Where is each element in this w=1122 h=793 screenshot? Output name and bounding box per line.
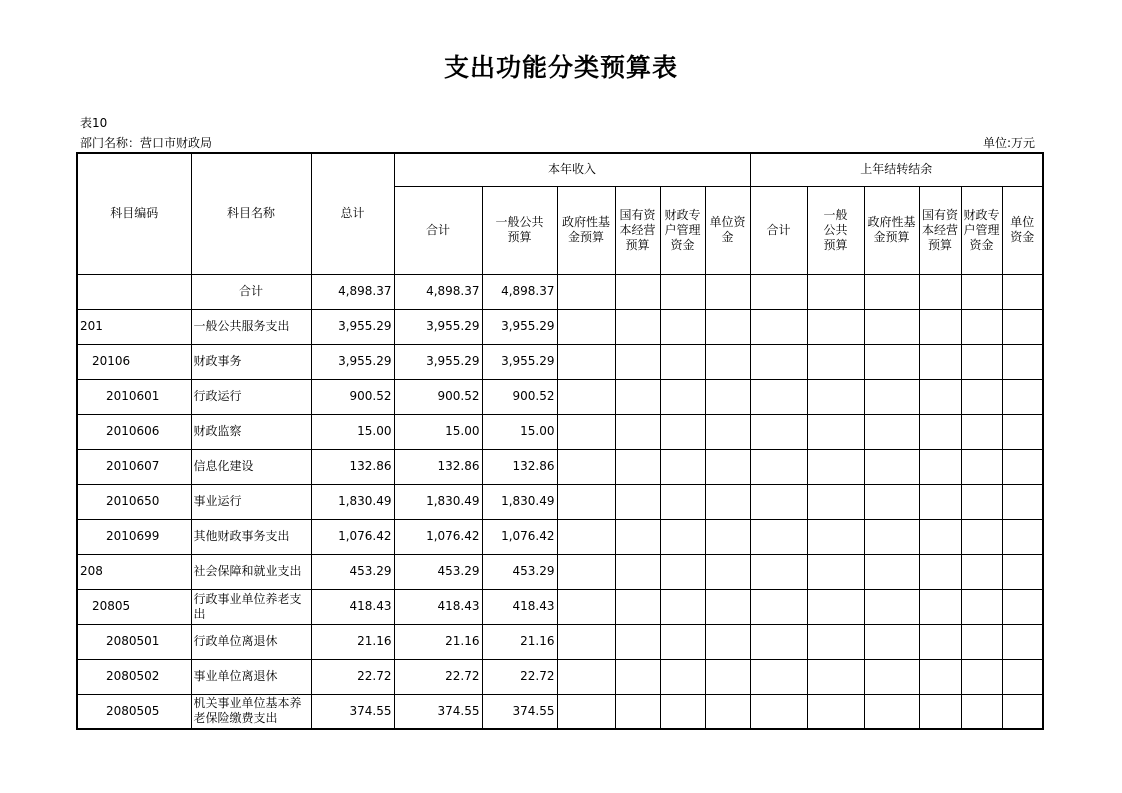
cell-py-special [961, 484, 1002, 519]
cell-py-stateown [919, 519, 961, 554]
cell-py-special [961, 624, 1002, 659]
cell-cy-govfund [557, 449, 615, 484]
cell-cy-general: 900.52 [482, 379, 557, 414]
cell-name: 社会保障和就业支出 [191, 554, 311, 589]
cell-cy-general: 3,955.29 [482, 344, 557, 379]
cell-cy-stateown [615, 554, 660, 589]
cell-py-stateown [919, 309, 961, 344]
cell-py-govfund [864, 449, 919, 484]
cell-name: 其他财政事务支出 [191, 519, 311, 554]
cell-cy-sum: 1,830.49 [394, 484, 482, 519]
cell-cy-govfund [557, 659, 615, 694]
cell-name: 一般公共服务支出 [191, 309, 311, 344]
cell-total: 21.16 [311, 624, 394, 659]
cell-py-general [807, 519, 864, 554]
cell-py-stateown [919, 414, 961, 449]
cell-cy-unit [705, 554, 750, 589]
cell-py-sum [750, 589, 807, 624]
cell-py-unit [1002, 554, 1043, 589]
cell-name: 行政单位离退休 [191, 624, 311, 659]
cell-cy-stateown [615, 519, 660, 554]
cell-py-sum [750, 694, 807, 729]
cell-py-stateown [919, 589, 961, 624]
header-cy-special: 财政专户管理资金 [660, 186, 705, 274]
cell-py-stateown [919, 449, 961, 484]
cell-cy-general: 374.55 [482, 694, 557, 729]
unit-label: 单位:万元 [983, 136, 1036, 150]
header-py-unit: 单位资金 [1002, 186, 1043, 274]
cell-cy-stateown [615, 694, 660, 729]
cell-cy-stateown [615, 309, 660, 344]
cell-total: 1,830.49 [311, 484, 394, 519]
cell-py-general [807, 379, 864, 414]
cell-py-special [961, 379, 1002, 414]
cell-py-special [961, 449, 1002, 484]
cell-py-govfund [864, 309, 919, 344]
header-name: 科目名称 [191, 153, 311, 274]
header-py-special: 财政专户管理资金 [961, 186, 1002, 274]
cell-cy-special [660, 624, 705, 659]
cell-py-unit [1002, 624, 1043, 659]
cell-cy-unit [705, 414, 750, 449]
cell-py-general [807, 414, 864, 449]
table-row [77, 309, 1043, 344]
cell-cy-sum: 418.43 [394, 589, 482, 624]
cell-cy-sum: 453.29 [394, 554, 482, 589]
cell-name: 事业运行 [191, 484, 311, 519]
cell-cy-unit [705, 379, 750, 414]
cell-py-govfund [864, 414, 919, 449]
cell-cy-unit [705, 659, 750, 694]
table-row [77, 694, 1043, 729]
cell-cy-govfund [557, 694, 615, 729]
cell-py-special [961, 589, 1002, 624]
table-number: 表10 [80, 116, 108, 130]
table-row [77, 589, 1043, 624]
cell-py-govfund [864, 589, 919, 624]
table-row [77, 274, 1043, 309]
cell-py-general [807, 624, 864, 659]
cell-code: 2010607 [77, 449, 191, 484]
cell-total: 132.86 [311, 449, 394, 484]
cell-py-govfund [864, 659, 919, 694]
cell-py-general [807, 344, 864, 379]
cell-name: 财政事务 [191, 344, 311, 379]
cell-cy-stateown [615, 659, 660, 694]
header-code: 科目编码 [77, 153, 191, 274]
cell-py-sum [750, 449, 807, 484]
cell-py-govfund [864, 344, 919, 379]
cell-name: 行政事业单位养老支出 [191, 589, 311, 624]
cell-total: 418.43 [311, 589, 394, 624]
cell-cy-govfund [557, 484, 615, 519]
cell-cy-unit [705, 624, 750, 659]
header-py-govfund: 政府性基金预算 [864, 186, 919, 274]
cell-cy-sum: 22.72 [394, 659, 482, 694]
cell-total: 15.00 [311, 414, 394, 449]
cell-total: 453.29 [311, 554, 394, 589]
cell-py-unit [1002, 659, 1043, 694]
cell-py-sum [750, 274, 807, 309]
cell-py-general [807, 554, 864, 589]
cell-py-stateown [919, 694, 961, 729]
cell-py-sum [750, 519, 807, 554]
cell-cy-sum: 1,076.42 [394, 519, 482, 554]
cell-total: 900.52 [311, 379, 394, 414]
cell-py-govfund [864, 274, 919, 309]
table-row [77, 554, 1043, 589]
cell-cy-unit [705, 694, 750, 729]
cell-cy-special [660, 554, 705, 589]
cell-py-sum [750, 624, 807, 659]
table-row [77, 624, 1043, 659]
cell-cy-general: 453.29 [482, 554, 557, 589]
cell-py-unit [1002, 414, 1043, 449]
cell-py-sum [750, 554, 807, 589]
header-py-stateown: 国有资本经营预算 [919, 186, 961, 274]
cell-total: 3,955.29 [311, 344, 394, 379]
cell-cy-special [660, 519, 705, 554]
cell-total: 374.55 [311, 694, 394, 729]
cell-cy-sum: 3,955.29 [394, 344, 482, 379]
cell-py-stateown [919, 554, 961, 589]
cell-py-stateown [919, 624, 961, 659]
cell-py-sum [750, 659, 807, 694]
cell-py-govfund [864, 694, 919, 729]
cell-py-unit [1002, 449, 1043, 484]
cell-cy-sum: 3,955.29 [394, 309, 482, 344]
cell-py-unit [1002, 694, 1043, 729]
table-row [77, 519, 1043, 554]
cell-code: 2080501 [77, 624, 191, 659]
cell-py-sum [750, 484, 807, 519]
cell-cy-stateown [615, 624, 660, 659]
header-py-sum: 合计 [750, 186, 807, 274]
cell-cy-unit [705, 449, 750, 484]
cell-code: 2010601 [77, 379, 191, 414]
cell-py-stateown [919, 484, 961, 519]
cell-name: 机关事业单位基本养老保险缴费支出 [191, 694, 311, 729]
cell-py-special [961, 694, 1002, 729]
cell-cy-special [660, 659, 705, 694]
cell-code: 2080505 [77, 694, 191, 729]
cell-py-general [807, 449, 864, 484]
header-cy-unit: 单位资金 [705, 186, 750, 274]
cell-cy-general: 1,076.42 [482, 519, 557, 554]
cell-cy-general: 1,830.49 [482, 484, 557, 519]
header-py-general [807, 186, 864, 274]
header-py-general-text: 一般公共预算 [823, 207, 848, 252]
cell-code: 20805 [77, 589, 191, 624]
cell-cy-special [660, 344, 705, 379]
cell-py-general [807, 309, 864, 344]
cell-cy-general: 3,955.29 [482, 309, 557, 344]
cell-py-special [961, 344, 1002, 379]
cell-py-unit [1002, 344, 1043, 379]
cell-name: 合计 [191, 274, 311, 309]
cell-cy-special [660, 694, 705, 729]
cell-cy-unit [705, 344, 750, 379]
cell-code: 20106 [77, 344, 191, 379]
cell-py-unit [1002, 379, 1043, 414]
table-row [77, 414, 1043, 449]
budget-table [76, 152, 1044, 730]
cell-total: 4,898.37 [311, 274, 394, 309]
cell-py-general [807, 659, 864, 694]
cell-cy-special [660, 449, 705, 484]
cell-py-unit [1002, 589, 1043, 624]
cell-cy-sum: 132.86 [394, 449, 482, 484]
cell-cy-govfund [557, 624, 615, 659]
cell-cy-special [660, 274, 705, 309]
table-row [77, 484, 1043, 519]
cell-cy-sum: 15.00 [394, 414, 482, 449]
cell-cy-general: 418.43 [482, 589, 557, 624]
cell-py-unit [1002, 519, 1043, 554]
cell-cy-sum: 900.52 [394, 379, 482, 414]
cell-py-special [961, 519, 1002, 554]
cell-total: 1,076.42 [311, 519, 394, 554]
cell-code: 2010650 [77, 484, 191, 519]
cell-code: 2010699 [77, 519, 191, 554]
cell-code: 2010606 [77, 414, 191, 449]
table-row [77, 344, 1043, 379]
header-current-year-income: 本年收入 [394, 153, 750, 186]
cell-cy-special [660, 484, 705, 519]
cell-py-general [807, 589, 864, 624]
table-row [77, 379, 1043, 414]
cell-cy-govfund [557, 589, 615, 624]
cell-py-govfund [864, 379, 919, 414]
cell-code: 2080502 [77, 659, 191, 694]
cell-cy-general: 132.86 [482, 449, 557, 484]
cell-py-govfund [864, 484, 919, 519]
header-prev-year-carryover: 上年结转结余 [750, 153, 1043, 186]
table-row [77, 659, 1043, 694]
cell-cy-special [660, 379, 705, 414]
header-cy-sum: 合计 [394, 186, 482, 274]
cell-py-general [807, 274, 864, 309]
cell-code: 208 [77, 554, 191, 589]
cell-py-sum [750, 379, 807, 414]
header-total: 总计 [311, 153, 394, 274]
cell-py-stateown [919, 274, 961, 309]
cell-code [77, 274, 191, 309]
cell-py-sum [750, 309, 807, 344]
cell-cy-sum: 374.55 [394, 694, 482, 729]
cell-cy-sum: 21.16 [394, 624, 482, 659]
cell-cy-govfund [557, 379, 615, 414]
cell-name: 财政监察 [191, 414, 311, 449]
cell-name: 行政运行 [191, 379, 311, 414]
cell-cy-special [660, 414, 705, 449]
cell-cy-stateown [615, 589, 660, 624]
table-row [77, 449, 1043, 484]
cell-py-govfund [864, 519, 919, 554]
cell-cy-govfund [557, 519, 615, 554]
cell-cy-govfund [557, 414, 615, 449]
cell-py-unit [1002, 309, 1043, 344]
cell-cy-stateown [615, 449, 660, 484]
cell-cy-stateown [615, 344, 660, 379]
cell-py-stateown [919, 659, 961, 694]
cell-py-unit [1002, 274, 1043, 309]
cell-code: 201 [77, 309, 191, 344]
cell-cy-special [660, 589, 705, 624]
cell-cy-special [660, 309, 705, 344]
cell-py-general [807, 484, 864, 519]
cell-py-govfund [864, 624, 919, 659]
cell-py-special [961, 274, 1002, 309]
cell-py-special [961, 554, 1002, 589]
cell-cy-govfund [557, 344, 615, 379]
header-cy-stateown: 国有资本经营预算 [615, 186, 660, 274]
cell-py-sum [750, 344, 807, 379]
cell-cy-govfund [557, 554, 615, 589]
cell-cy-general: 4,898.37 [482, 274, 557, 309]
cell-py-special [961, 309, 1002, 344]
cell-name: 信息化建设 [191, 449, 311, 484]
header-cy-general [482, 186, 557, 274]
cell-total: 22.72 [311, 659, 394, 694]
cell-cy-govfund [557, 309, 615, 344]
cell-py-sum [750, 414, 807, 449]
cell-cy-unit [705, 589, 750, 624]
cell-cy-unit [705, 484, 750, 519]
department-name: 部门名称：营口市财政局 [80, 136, 213, 150]
cell-name: 事业单位离退休 [191, 659, 311, 694]
cell-cy-general: 22.72 [482, 659, 557, 694]
table-body [77, 274, 1043, 729]
cell-py-general [807, 694, 864, 729]
cell-cy-stateown [615, 274, 660, 309]
cell-total: 3,955.29 [311, 309, 394, 344]
header-cy-general-text: 一般公共预算 [495, 215, 544, 244]
cell-cy-general: 21.16 [482, 624, 557, 659]
cell-py-unit [1002, 484, 1043, 519]
cell-cy-stateown [615, 484, 660, 519]
cell-cy-stateown [615, 414, 660, 449]
cell-cy-stateown [615, 379, 660, 414]
cell-py-special [961, 659, 1002, 694]
header-cy-govfund: 政府性基金预算 [557, 186, 615, 274]
cell-cy-govfund [557, 274, 615, 309]
cell-py-govfund [864, 554, 919, 589]
cell-py-special [961, 414, 1002, 449]
page-title: 支出功能分类预算表 [443, 53, 678, 82]
cell-cy-unit [705, 274, 750, 309]
cell-py-stateown [919, 379, 961, 414]
cell-cy-sum: 4,898.37 [394, 274, 482, 309]
cell-cy-unit [705, 519, 750, 554]
cell-cy-general: 15.00 [482, 414, 557, 449]
cell-cy-unit [705, 309, 750, 344]
cell-py-stateown [919, 344, 961, 379]
